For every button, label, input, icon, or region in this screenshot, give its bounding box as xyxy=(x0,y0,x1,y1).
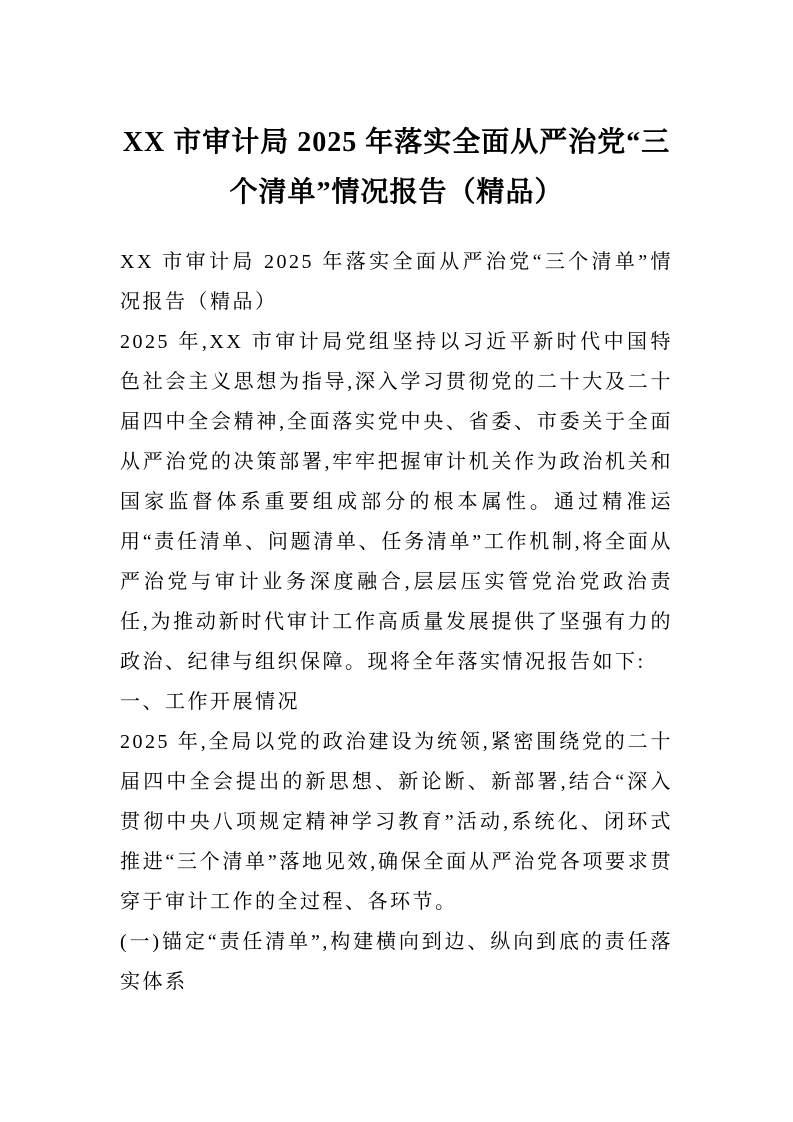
document-body xyxy=(120,242,673,1002)
section-heading-work-progress: 一、工作开展情况 xyxy=(120,691,300,713)
paragraph-work-overview: 2025 年,全局以党的政治建设为统领,紧密围绕党的二十届四中全会提出的新思想、新论断、新部署,结合“深入贯彻中央八项规定精神学习教育”活动,系统化、闭环式推进“三个清单”落地见效,确保全面从严治党各项要求贯穿于审计工作的全过程、各环节。 xyxy=(120,731,673,913)
paragraph-intro: 2025 年,XX 市审计局党组坚持以习近平新时代中国特色社会主义思想为指导,深入学习贯彻党的二十大及二十届四中全会精神,全面落实党中央、省委、市委关于全面从严治党的决策部署,牢牢把握审计机关作为政治机关和国家监督体系重要组成部分的根本属性。通过精准运用“责任清单、问题清单、任务清单”工作机制,将全面从严治党与审计业务深度融合,层层压实管党治党政治责任,为推动新时代审计工作高质量发展提供了坚强有力的政治、纪律与组织保障。现将全年落实情况报告如下: xyxy=(120,331,673,673)
subsection-heading-responsibility-list: (一)锚定“责任清单”,构建横向到边、纵向到底的责任落实体系 xyxy=(120,931,673,993)
paragraph-title-line: XX 市审计局 2025 年落实全面从严治党“三个清单”情况报告（精品） xyxy=(120,251,673,313)
document-title: XX 市审计局 2025 年落实全面从严治党“三个清单”情况报告（精品） xyxy=(122,127,671,208)
